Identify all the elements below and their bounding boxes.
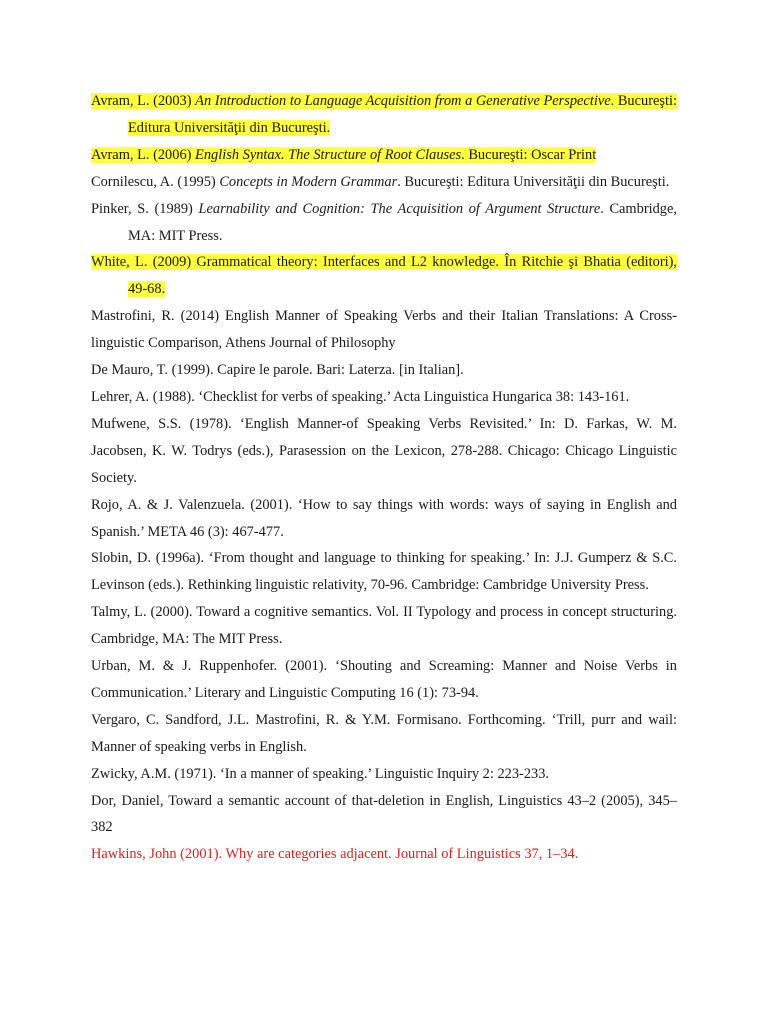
reference-text — [91, 604, 677, 647]
reference-urban-2001 — [91, 653, 677, 707]
reference-text — [91, 93, 677, 136]
reference-text — [91, 254, 677, 297]
reference-text — [91, 766, 549, 782]
reference-segment: Avram, L. (2006) — [91, 146, 196, 163]
reference-text — [91, 362, 464, 378]
reference-segment: Lehrer, A. (1988). ‘Checklist for verbs of speaking.’ Acta Linguistica Hungarica 38: 143-161. — [91, 388, 630, 405]
reference-hawkins-2001 — [91, 841, 677, 868]
reference-segment: White, L. (2009) Grammatical theory: Interfaces and L2 knowledge. În Ritchie şi Bhatia (editori), 49-68. — [91, 254, 677, 298]
reference-zwicky-1971 — [91, 761, 677, 788]
reference-text — [91, 174, 669, 190]
reference-segment: Cornilescu, A. (1995) — [91, 173, 220, 190]
reference-avram-2003 — [91, 88, 677, 142]
reference-text — [91, 308, 677, 351]
reference-dor-2005 — [91, 788, 677, 842]
reference-segment: Dor, Daniel, Toward a semantic account of that-deletion in English, Linguistics 43–2 (2005), 345–382 — [91, 792, 677, 836]
reference-text — [91, 147, 596, 163]
reference-cornilescu-1995 — [91, 169, 677, 196]
reference-vergaro — [91, 707, 677, 761]
reference-segment: Zwicky, A.M. (1971). ‘In a manner of speaking.’ Linguistic Inquiry 2: 223-233. — [91, 765, 550, 782]
reference-pinker-1989 — [91, 196, 677, 250]
reference-segment: Urban, M. & J. Ruppenhofer. (2001). ‘Shouting and Screaming: Manner and Noise Verbs in Communication.’ Literary and Linguistic Computing 16 (1): 73-94. — [91, 658, 677, 701]
reference-slobin-1996 — [91, 545, 677, 599]
reference-segment: . Bucureşti: Editura Universităţii din Bucureşti. — [128, 93, 677, 136]
reference-mufwene-1978 — [91, 411, 677, 492]
reference-list — [91, 88, 677, 868]
reference-text — [91, 658, 677, 701]
reference-title: English Syntax. The Structure of Root Clauses — [195, 146, 462, 163]
reference-avram-2006 — [91, 142, 677, 169]
reference-segment: Talmy, L. (2000). Toward a cognitive semantics. Vol. II Typology and process in concept structuring. Cambridge, MA: The MIT Press. — [91, 604, 677, 648]
reference-segment: . Cambridge, MA: MIT Press. — [128, 200, 677, 244]
reference-segment: Hawkins, John (2001). Why are categories adjacent. Journal of Linguistics 37, 1–34. — [91, 846, 579, 863]
reference-title: An Introduction to Language Acquisition from a Generative Perspective — [195, 93, 611, 109]
reference-segment: Avram, L. (2003) — [91, 93, 196, 109]
reference-text — [91, 389, 629, 405]
reference-text — [91, 416, 677, 486]
reference-segment: Pinker, S. (1989) — [91, 200, 199, 217]
reference-segment: Mufwene, S.S. (1978). ‘English Manner-of Speaking Verbs Revisited.’ In: D. Farkas, W. M. Jacobsen, K. W. Todrys (eds.), Parasession on the Lexicon, 278-288. Chicago: Chicago Linguistic Society. — [91, 415, 677, 486]
reference-segment: Mastrofini, R. (2014) English Manner of Speaking Verbs and their Italian Translations: A Cross-linguistic Comparison, Athens Journal of Philosophy — [91, 308, 677, 352]
reference-title: Concepts in Modern Grammar — [219, 173, 398, 190]
reference-text — [91, 550, 677, 593]
reference-segment: De Mauro, T. (1999). Capire le parole. Bari: Laterza. [in Italian]. — [91, 362, 464, 379]
reference-segment: Slobin, D. (1996a). ‘From thought and language to thinking for speaking.’ In: J.J. Gumperz & S.C. Levinson (eds.). Rethinking linguistic relativity, 70-96. Cambridge: Cambridge University Press. — [91, 550, 677, 594]
reference-text — [91, 497, 677, 540]
reference-segment: Vergaro, C. Sandford, J.L. Mastrofini, R. & Y.M. Formisano. Forthcoming. ‘Trill, purr and wail: Manner of speaking verbs in English. — [91, 711, 677, 755]
reference-lehrer-1988 — [91, 384, 677, 411]
reference-segment: . Bucureşti: Oscar Print — [461, 146, 597, 163]
reference-text — [91, 201, 677, 244]
reference-white-2009 — [91, 249, 677, 303]
reference-text — [91, 793, 677, 836]
reference-demauro-1999 — [91, 357, 677, 384]
reference-segment: Rojo, A. & J. Valenzuela. (2001). ‘How to say things with words: ways of saying in English and Spanish.’ META 46 (3): 467-477. — [91, 496, 677, 540]
reference-title: Learnability and Cognition: The Acquisition of Argument Structure — [198, 200, 601, 217]
reference-text — [91, 712, 677, 755]
reference-talmy-2000 — [91, 599, 677, 653]
reference-rojo-2001 — [91, 492, 677, 546]
reference-segment: . Bucureşti: Editura Universităţii din Bucureşti. — [397, 173, 670, 190]
reference-mastrofini-2014 — [91, 303, 677, 357]
reference-text — [91, 846, 578, 862]
